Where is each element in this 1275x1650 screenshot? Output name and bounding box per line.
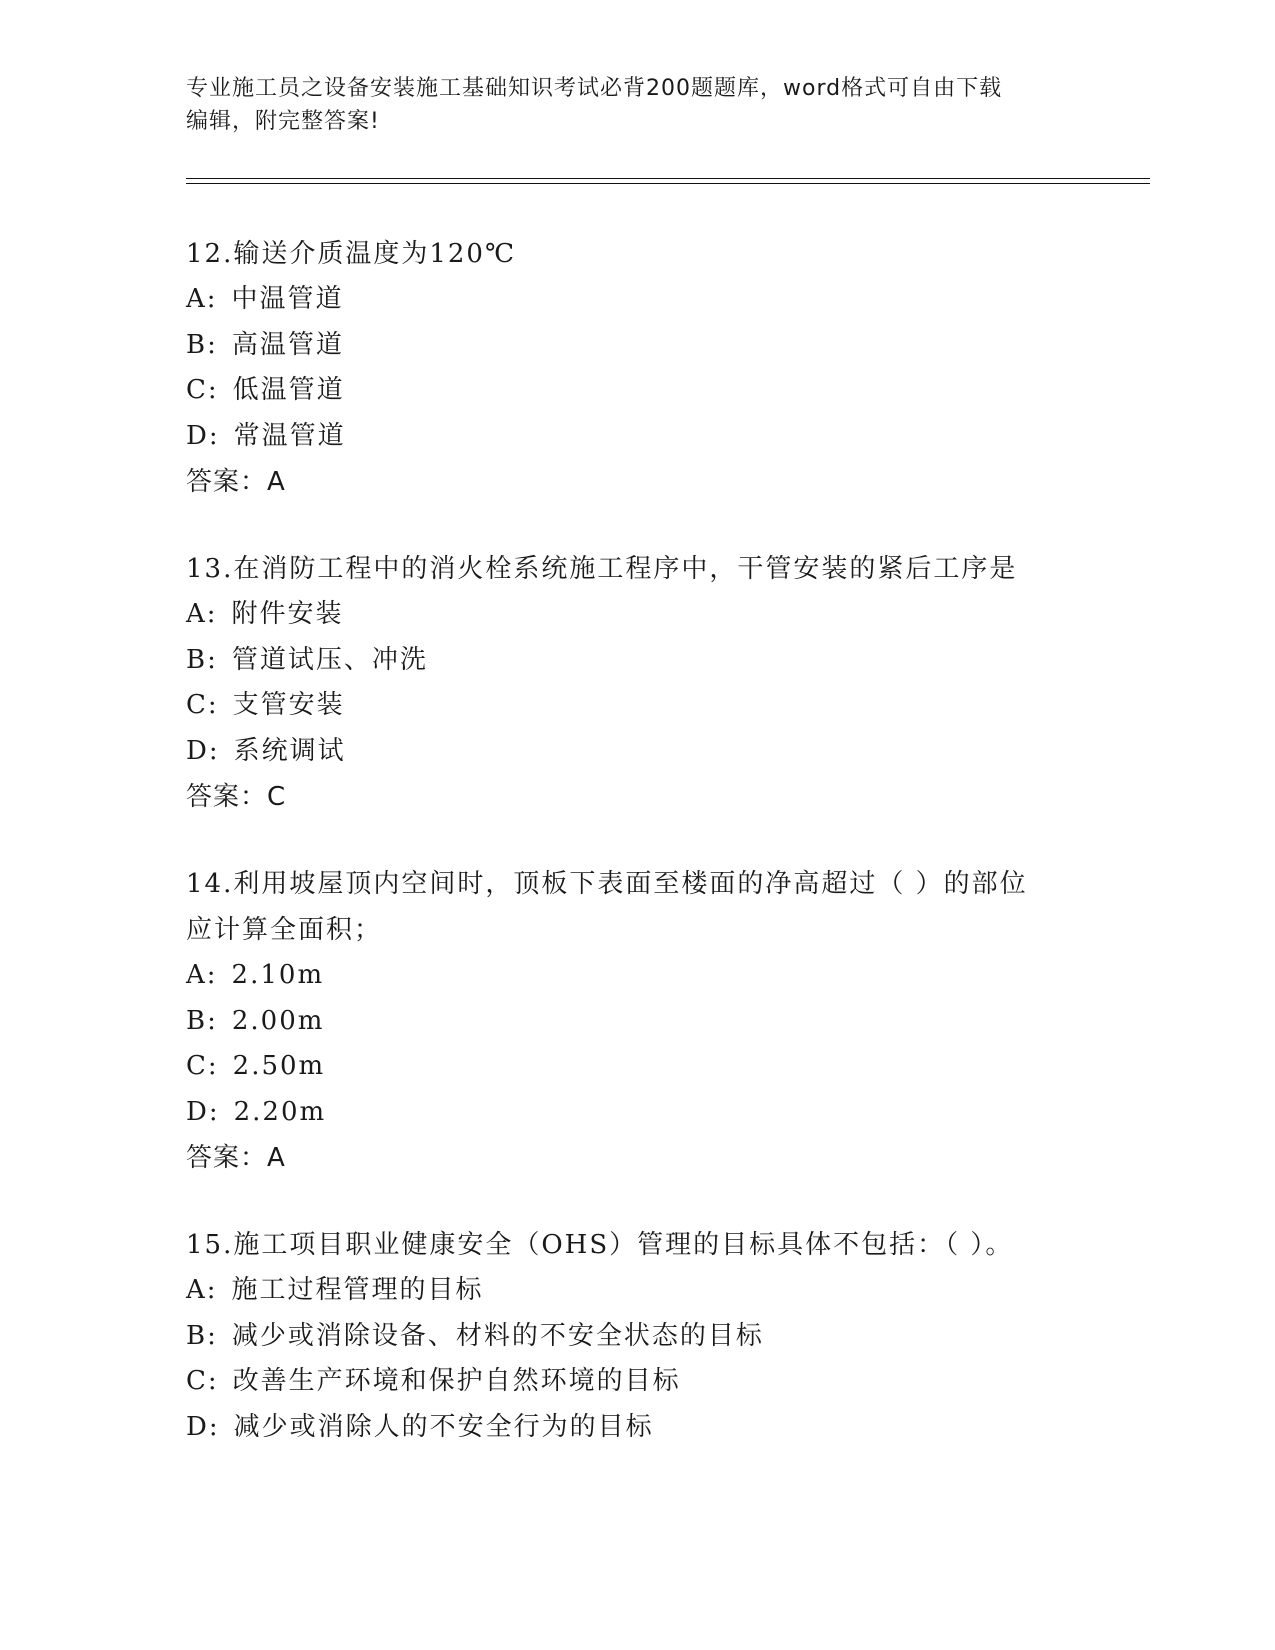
answer-line: 答案：A [186, 467, 286, 497]
option-b [186, 638, 1086, 684]
option-a [186, 953, 1086, 999]
option-letter: D: [186, 420, 220, 451]
answer-line: 答案：A [186, 1143, 286, 1173]
option-text: 高温管道 [231, 329, 344, 360]
answer-line: 答案：C [186, 782, 287, 812]
option-letter: C: [186, 1051, 219, 1081]
option-text: 减少或消除设备、材料的不安全状态的目标 [231, 1320, 764, 1351]
option-text: 中温管道 [231, 284, 344, 314]
question-15 [186, 1222, 1086, 1450]
option-text: 施工过程管理的目标 [231, 1275, 484, 1305]
question-stem: 13.在消防工程中的消火栓系统施工程序中，干管安装的紧后工序是 [186, 554, 1018, 584]
option-a [186, 277, 1086, 323]
option-text: 2.10m [231, 960, 325, 990]
option-c [186, 1044, 1086, 1090]
option-b [186, 1314, 1086, 1360]
option-letter: B: [186, 329, 218, 360]
option-d [186, 729, 1086, 775]
option-letter: D: [186, 1411, 220, 1442]
option-text: 系统调试 [233, 735, 346, 766]
document-header [186, 72, 1086, 138]
option-c [186, 683, 1086, 729]
header-rule-bottom [186, 183, 1150, 184]
option-b [186, 323, 1086, 369]
question-stem-line-1: 14.利用坡屋顶内空间时，顶板下表面至楼面的净高超过（ ）的部位 [186, 869, 1028, 899]
question-stem: 12.输送介质温度为120℃ [186, 239, 517, 269]
question-stem-line-2: 应计算全面积； [186, 915, 383, 945]
option-letter: D: [186, 1096, 220, 1127]
header-rule-top [186, 178, 1150, 179]
option-letter: B: [186, 1320, 218, 1351]
option-c [186, 368, 1086, 414]
option-letter: D: [186, 735, 220, 766]
option-text: 支管安装 [232, 690, 345, 720]
option-text: 附件安装 [231, 599, 344, 629]
header-line-1: 专业施工员之设备安装施工基础知识考试必背200题题库，word格式可自由下载 [186, 76, 1003, 101]
option-text: 管道试压、冲洗 [231, 644, 428, 675]
option-a [186, 592, 1086, 638]
option-letter: A: [186, 284, 218, 314]
option-c [186, 1359, 1086, 1405]
option-letter: B: [186, 1005, 218, 1036]
option-d [186, 1090, 1086, 1136]
option-text: 2.00m [231, 1005, 325, 1036]
question-13 [186, 546, 1086, 820]
option-b [186, 999, 1086, 1045]
option-text: 改善生产环境和保护自然环境的目标 [232, 1366, 681, 1396]
header-line-2: 编辑，附完整答案! [186, 109, 380, 134]
option-d [186, 414, 1086, 460]
option-text: 低温管道 [232, 375, 345, 405]
option-letter: C: [186, 375, 219, 405]
option-a [186, 1268, 1086, 1314]
option-text: 减少或消除人的不安全行为的目标 [233, 1411, 654, 1442]
option-letter: A: [186, 960, 218, 990]
option-text: 常温管道 [233, 420, 346, 451]
option-letter: C: [186, 1366, 219, 1396]
option-text: 2.50m [232, 1051, 326, 1081]
option-letter: C: [186, 690, 219, 720]
question-14 [186, 861, 1086, 1181]
option-text: 2.20m [233, 1096, 327, 1127]
option-letter: A: [186, 599, 218, 629]
option-d [186, 1405, 1086, 1451]
question-stem: 15.施工项目职业健康安全（OHS）管理的目标具体不包括：（ ）。 [186, 1230, 1014, 1260]
question-12 [186, 231, 1086, 505]
option-letter: B: [186, 644, 218, 675]
option-letter: A: [186, 1275, 218, 1305]
